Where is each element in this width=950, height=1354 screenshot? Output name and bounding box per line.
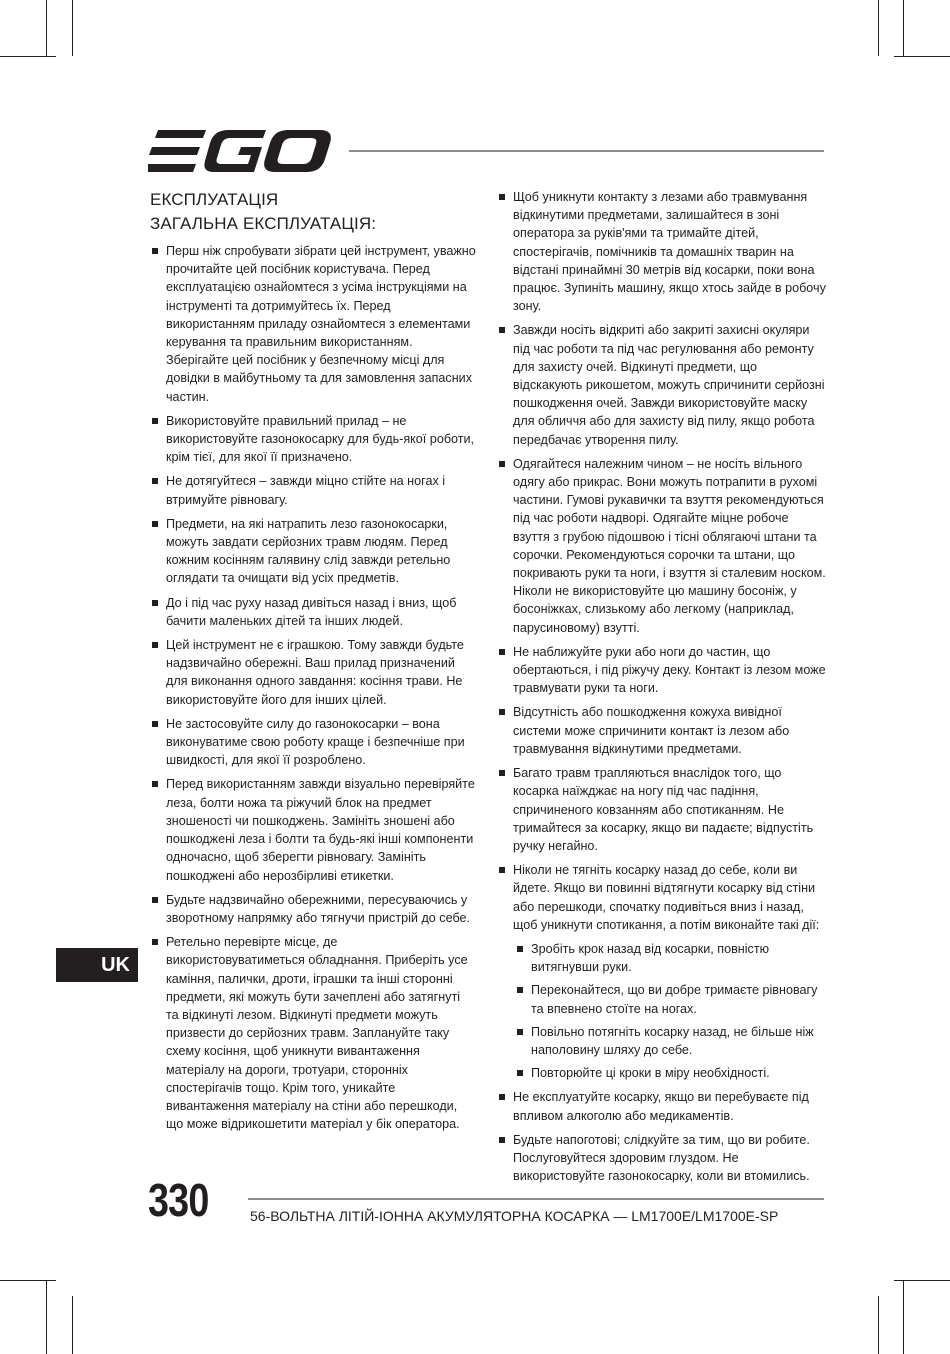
footer-title: 56-ВОЛЬТНА ЛІТІЙ-ІОННА АКУМУЛЯТОРНА КОСАРКА — LM1700E/LM1700E-SP	[250, 1208, 779, 1224]
crop-mark	[878, 0, 879, 56]
section-subtitle: ЗАГАЛЬНА ЕКСПЛУАТАЦІЯ:	[150, 214, 377, 233]
list-item: Використовуйте правильний прилад – не використовуйте газонокосарку для будь-якої роботи, крім тієї, для якої її призначено.	[150, 412, 476, 467]
crop-mark	[72, 1296, 73, 1354]
list-item: Будьте напоготові; слідкуйте за тим, що ви робите. Послуговуйтеся здоровим глуздом. Не використовуйте газонокосарку, коли ви втомились.	[497, 1131, 827, 1186]
crop-mark	[46, 1280, 47, 1354]
list-item: Одягайтеся належним чином – не носіть вільного одягу або прикрас. Вони можуть потрапити в рухомі частини. Гумові рукавички та взуття рекомендуються під час роботи надворі. Одягайте міцне робоче взуття з грубою підошвою і тісні облягаючі штани та сорочки. Рекомендуються сорочки та штани, що покривають руки та ноги, і взуття зі сталевим носком. Ніколи не використовуйте цю машину босоніж, у босоніжках, слизькому або легкому (наприклад, парусиновому) взутті.	[497, 455, 827, 637]
square-bullet-icon	[499, 867, 505, 873]
sub-list-item: Переконайтеся, що ви добре тримаєте рівновагу та впевнено стоїте на ногах.	[513, 981, 827, 1017]
square-bullet-icon	[152, 642, 158, 648]
sub-list-item: Зробіть крок назад від косарки, повністю витягнувши руки.	[513, 940, 827, 976]
footer-rule	[248, 1198, 824, 1200]
list-item: Не експлуатуйте косарку, якщо ви перебуваєте під впливом алкоголю або медикаментів.	[497, 1088, 827, 1124]
header-rule	[349, 150, 824, 152]
list-item: Цей інструмент не є іграшкою. Тому завжди будьте надзвичайно обережні. Ваш прилад призначений для виконання одного завдання: косіння трави. Не використовуйте його для інших цілей.	[150, 636, 476, 709]
square-bullet-icon	[152, 478, 158, 484]
section-title: ЕКСПЛУАТАЦІЯ	[150, 190, 279, 209]
square-bullet-icon	[499, 461, 505, 467]
square-bullet-icon	[499, 649, 505, 655]
square-bullet-icon	[499, 194, 505, 200]
crop-mark	[903, 0, 904, 56]
crop-mark	[72, 0, 73, 56]
ego-logo	[148, 130, 333, 172]
square-bullet-icon	[152, 721, 158, 727]
square-bullet-icon	[152, 939, 158, 945]
list-item: Багато травм трапляються внаслідок того, що косарка наїжджає на ногу під час падіння, спричиненого ковзанням або спотиканням. Не тримайтеся за косарку, якщо ви падаєте; відпустіть ручку негайно.	[497, 764, 827, 855]
crop-mark	[46, 0, 47, 56]
page-number: 330	[148, 1174, 209, 1226]
right-column	[497, 188, 827, 1191]
square-bullet-icon	[517, 946, 523, 952]
list-item: Перед використанням завжди візуально перевіряйте леза, болти ножа та ріжучий блок на предмет зношеності чи пошкоджень. Замініть зношені або пошкоджені леза і болти та будь-які інші компоненти одночасно, щоб зберегти рівновагу. Замініть пошкоджені або нерозбірливі етикетки.	[150, 775, 476, 884]
square-bullet-icon	[152, 418, 158, 424]
list-item: Не застосовуйте силу до газонокосарки – вона виконуватиме свою роботу краще і безпечніше при швидкості, для якої її розроблено.	[150, 715, 476, 770]
list-item: До і під час руху назад дивіться назад і вниз, щоб бачити маленьких дітей та інших людей.	[150, 594, 476, 630]
square-bullet-icon	[152, 781, 158, 787]
square-bullet-icon	[499, 327, 505, 333]
crop-mark	[894, 56, 950, 57]
square-bullet-icon	[499, 1094, 505, 1100]
sub-list-item: Повторюйте ці кроки в міру необхідності.	[513, 1064, 827, 1082]
list-item: Будьте надзвичайно обережними, пересуваючись у зворотному напрямку або тягнучи пристрій до себе.	[150, 891, 476, 927]
list-item: Предмети, на які натрапить лезо газонокосарки, можуть завдати серйозних травм людям. Перед кожним косінням галявину слід завжди ретельно оглядати та очищати від усіх предметів.	[150, 515, 476, 588]
crop-mark	[903, 1280, 904, 1354]
sub-bullet-list	[513, 940, 827, 1082]
list-item: Завжди носіть відкриті або закриті захисні окуляри під час роботи та під час регулювання або ремонту для захисту очей. Відкинуті предмети, що відскакують рикошетом, можуть спричинити серйозні пошкодження очей. Завжди використовуйте маску для обличчя або для захисту від пилу, якщо робота передбачає утворення пилу.	[497, 321, 827, 448]
list-item: Ретельно перевірте місце, де використовуватиметься обладнання. Приберіть усе каміння, палички, дроти, іграшки та інші сторонні предмети, які можуть бути зачеплені або затягнуті та відкинуті лезом. Відкинуті предмети можуть призвести до серйозних травм. Заплануйте таку схему косіння, щоб уникнути вивантаження матеріалу на дороги, тротуари, сторонніх спостерігачів тощо. Крім того, уникайте вивантаження матеріалу на стіни або перешкоди, що може відрикошетити матеріал у бік оператора.	[150, 933, 476, 1133]
list-item: Ніколи не тягніть косарку назад до себе, коли ви йдете. Якщо ви повинні відтягнути косарку від стіни або перешкоди, спочатку подивіться вниз і назад, щоб уникнути спотикання, а потім виконайте такі дії: Зробіть крок назад від косарки, повністю витягнувши руки. Переконайтеся, що ви добре тримаєте рівновагу та впевнено стоїте на ногах. Повільно потягніть косарку назад, не більше ніж наполовину шляху до себе. Повторюйте ці кроки в міру необхідності.	[497, 861, 827, 1082]
sub-list-item: Повільно потягніть косарку назад, не більше ніж наполовину шляху до себе.	[513, 1023, 827, 1059]
square-bullet-icon	[152, 600, 158, 606]
crop-mark	[878, 1296, 879, 1354]
square-bullet-icon	[517, 1070, 523, 1076]
square-bullet-icon	[152, 248, 158, 254]
list-item: Щоб уникнути контакту з лезами або травмування відкинутими предметами, залишайтеся в зоні оператора за руків'ями та тримайте дітей, спостерігачів, помічників та домашніх тварин на відстані принаймні 30 метрів від косарки, поки вона працює. Зупиніть машину, якщо хтось зайде в робочу зону.	[497, 188, 827, 315]
square-bullet-icon	[499, 1137, 505, 1143]
list-item: Відсутність або пошкодження кожуха вивідної системи може спричинити контакт із лезом або травмування відкинутими предметами.	[497, 703, 827, 758]
square-bullet-icon	[517, 987, 523, 993]
left-column	[150, 188, 476, 1139]
language-tab: UK	[56, 948, 138, 982]
left-bullet-list	[150, 242, 476, 1133]
crop-mark	[0, 1280, 56, 1281]
square-bullet-icon	[152, 521, 158, 527]
list-item: Перш ніж спробувати зібрати цей інструмент, уважно прочитайте цей посібник користувача. Перед експлуатацією ознайомтеся з усіма інструкціями на інструменті та дотримуйтесь їх. Перед використанням приладу ознайомтеся з елементами керування та правильним використанням. Зберігайте цей посібник у безпечному місці для довідки в майбутньому та для замовлення запасних частин.	[150, 242, 476, 406]
square-bullet-icon	[152, 897, 158, 903]
right-bullet-list	[497, 188, 827, 1185]
square-bullet-icon	[499, 770, 505, 776]
list-item: Не дотягуйтеся – завжди міцно стійте на ногах і втримуйте рівновагу.	[150, 472, 476, 508]
list-item: Не наближуйте руки або ноги до частин, що обертаються, і під ріжучу деку. Контакт із лезом може травмувати руки та ноги.	[497, 643, 827, 698]
square-bullet-icon	[517, 1029, 523, 1035]
square-bullet-icon	[499, 709, 505, 715]
crop-mark	[0, 56, 56, 57]
